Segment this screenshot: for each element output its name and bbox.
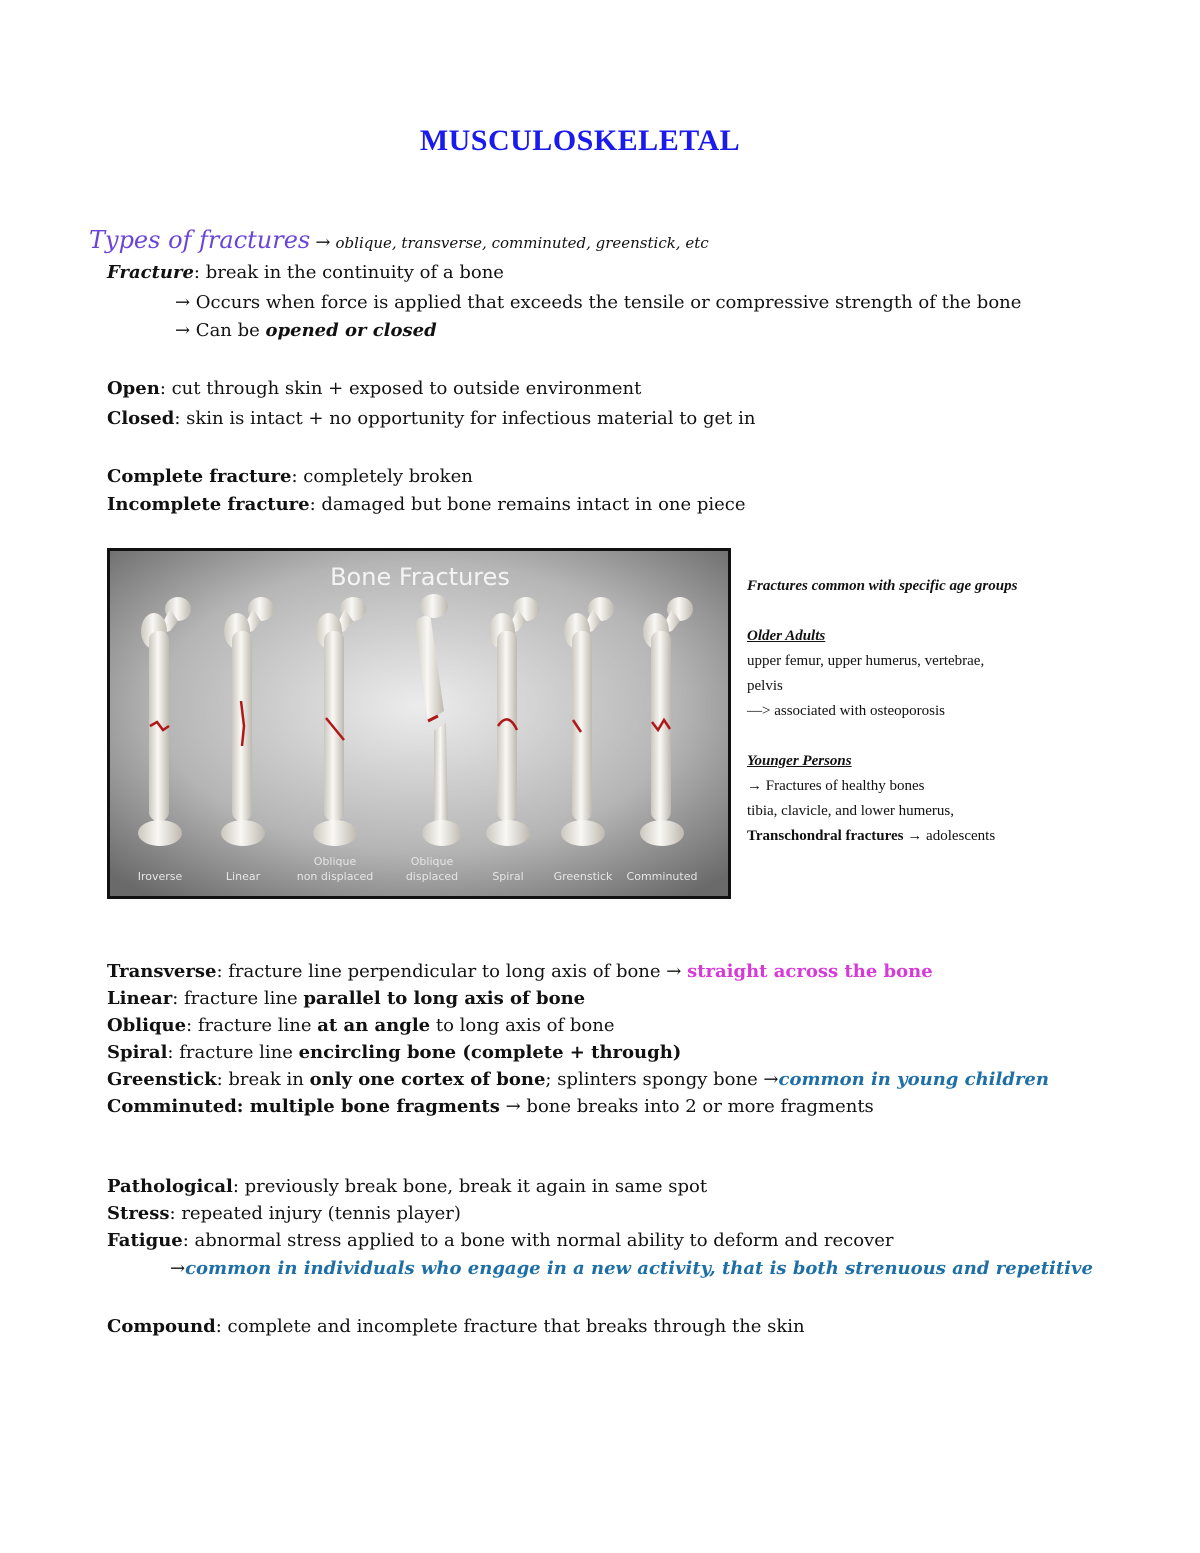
younger-line-2: tibia, clavicle, and lower humerus,	[747, 803, 955, 819]
incomplete-def	[107, 494, 746, 516]
open-def	[107, 378, 641, 400]
oblique-rest: to long axis of bone	[430, 1015, 615, 1036]
bone-shaft	[572, 631, 592, 821]
greenstick-term: Greenstick	[107, 1069, 217, 1090]
bone-fractures-illustration	[110, 551, 728, 896]
closed-term: Closed	[107, 408, 175, 429]
compound-text: : complete and incomplete fracture that breaks through the skin	[215, 1316, 805, 1337]
pathological-term: Pathological	[107, 1176, 233, 1197]
bone-fractures-figure	[107, 548, 731, 899]
fracture-text: : break in the continuity of a bone	[193, 262, 504, 283]
spiral-bold: encircling bone (complete + through)	[298, 1042, 682, 1063]
older-line-2: pelvis	[747, 678, 783, 694]
greenstick-rest: ; splinters spongy bone →	[545, 1069, 779, 1090]
transverse-highlight: straight across the bone	[687, 961, 933, 982]
figure-label-oblique-d-2: displaced	[405, 870, 459, 883]
complete-def	[107, 466, 473, 488]
types-arrow: →	[315, 232, 331, 253]
figure-label-linear: Linear	[225, 870, 261, 883]
figure-label-spiral: Spiral	[492, 870, 524, 883]
oblique-def	[107, 1015, 615, 1037]
transverse-def	[107, 961, 933, 983]
fracture-bullet-2-prefix: → Can be	[175, 320, 266, 341]
closed-def	[107, 408, 755, 430]
fracture-bullet-2	[175, 320, 437, 342]
bone-head	[420, 594, 448, 618]
bone-condyle	[422, 820, 462, 846]
open-term: Open	[107, 378, 160, 399]
fatigue-note-arrow: →	[170, 1258, 186, 1279]
bone-condyle	[138, 820, 182, 846]
compound-def	[107, 1316, 805, 1338]
pathological-def	[107, 1176, 707, 1198]
open-text: : cut through skin + exposed to outside environment	[159, 378, 642, 399]
fatigue-note	[170, 1258, 1093, 1280]
types-heading: Types of fractures	[89, 226, 311, 254]
stress-term: Stress	[107, 1203, 170, 1224]
oblique-bold: at an angle	[317, 1015, 431, 1036]
younger-line-3-bold: Transchondral fractures	[747, 828, 904, 844]
fatigue-note-text: common in individuals who engage in a new activity, that is both strenuous and repetitive	[185, 1258, 1093, 1279]
fatigue-text: : abnormal stress applied to a bone with normal ability to deform and recover	[182, 1230, 894, 1251]
fatigue-def	[107, 1230, 894, 1252]
figure-label-greenstick: Greenstick	[553, 870, 613, 883]
types-subtitle: oblique, transverse, comminuted, greenstick, etc	[335, 234, 709, 252]
incomplete-text: : damaged but bone remains intact in one piece	[309, 494, 746, 515]
bone-condyle	[640, 820, 684, 846]
closed-text: : skin is intact + no opportunity for infectious material to get in	[174, 408, 756, 429]
figure-label-transverse: Iroverse	[137, 870, 183, 883]
comminuted-def	[107, 1096, 874, 1118]
bone-shaft-lower	[434, 723, 448, 821]
bone-condyle	[221, 820, 265, 846]
older-line-3: —> associated with osteoporosis	[747, 703, 946, 719]
comminuted-bold: : multiple bone fragments	[236, 1096, 500, 1117]
figure-label-oblique-d-1: Oblique	[410, 855, 454, 868]
bone-shaft	[232, 631, 252, 821]
incomplete-term: Incomplete fracture	[107, 494, 310, 515]
older-line-1: upper femur, upper humerus, vertebrae,	[747, 653, 985, 669]
greenstick-bold: only one cortex of bone	[309, 1069, 546, 1090]
spiral-text: : fracture line	[167, 1042, 299, 1063]
greenstick-def	[107, 1069, 1049, 1091]
fracture-definition	[107, 262, 504, 284]
bone-condyle	[561, 820, 605, 846]
younger-line-1: → Fractures of healthy bones	[747, 778, 925, 794]
oblique-term: Oblique	[107, 1015, 187, 1036]
bone-condyle	[313, 820, 357, 846]
transverse-term: Transverse	[107, 961, 217, 982]
compound-term: Compound	[107, 1316, 216, 1337]
greenstick-text: : break in	[216, 1069, 310, 1090]
older-adults-heading: Older Adults	[747, 628, 826, 644]
younger-line-3-rest: → adolescents	[903, 828, 996, 844]
fracture-bullet-1: → Occurs when force is applied that exceeds the tensile or compressive strength of the bone	[175, 292, 1022, 313]
pathological-text: : previously break bone, break it again in same spot	[232, 1176, 708, 1197]
linear-text: : fracture line	[172, 988, 304, 1009]
complete-text: : completely broken	[291, 466, 473, 487]
bone-condyle	[486, 820, 530, 846]
sidebar-heading: Fractures common with specific age groups	[747, 578, 1018, 594]
figure-label-oblique-nd-1: Oblique	[313, 855, 357, 868]
stress-text: : repeated injury (tennis player)	[169, 1203, 461, 1224]
figure-label-oblique-nd-2: non displaced	[296, 870, 374, 883]
fatigue-term: Fatigue	[107, 1230, 183, 1251]
sidebar	[747, 574, 1017, 849]
comminuted-term: Comminuted	[107, 1096, 237, 1117]
linear-bold: parallel to long axis of bone	[303, 988, 586, 1009]
complete-term: Complete fracture	[107, 466, 292, 487]
fracture-bullet-2-emph: opened or closed	[265, 320, 437, 341]
linear-term: Linear	[107, 988, 173, 1009]
spiral-term: Spiral	[107, 1042, 168, 1063]
spiral-def	[107, 1042, 681, 1064]
fracture-term: Fracture	[107, 262, 194, 283]
figure-title: Bone Fractures	[330, 563, 510, 591]
comminuted-rest: → bone breaks into 2 or more fragments	[499, 1096, 874, 1117]
stress-def	[107, 1203, 461, 1225]
figure-label-comminuted: Comminuted	[626, 870, 698, 883]
oblique-text: : fracture line	[186, 1015, 318, 1036]
greenstick-highlight: common in young children	[778, 1069, 1049, 1090]
types-heading-line	[89, 226, 709, 254]
younger-persons-heading: Younger Persons	[747, 753, 852, 769]
page-title: MUSCULOSKELETAL	[419, 124, 741, 157]
transverse-text: : fracture line perpendicular to long axis of bone →	[216, 961, 688, 982]
linear-def	[107, 988, 585, 1010]
